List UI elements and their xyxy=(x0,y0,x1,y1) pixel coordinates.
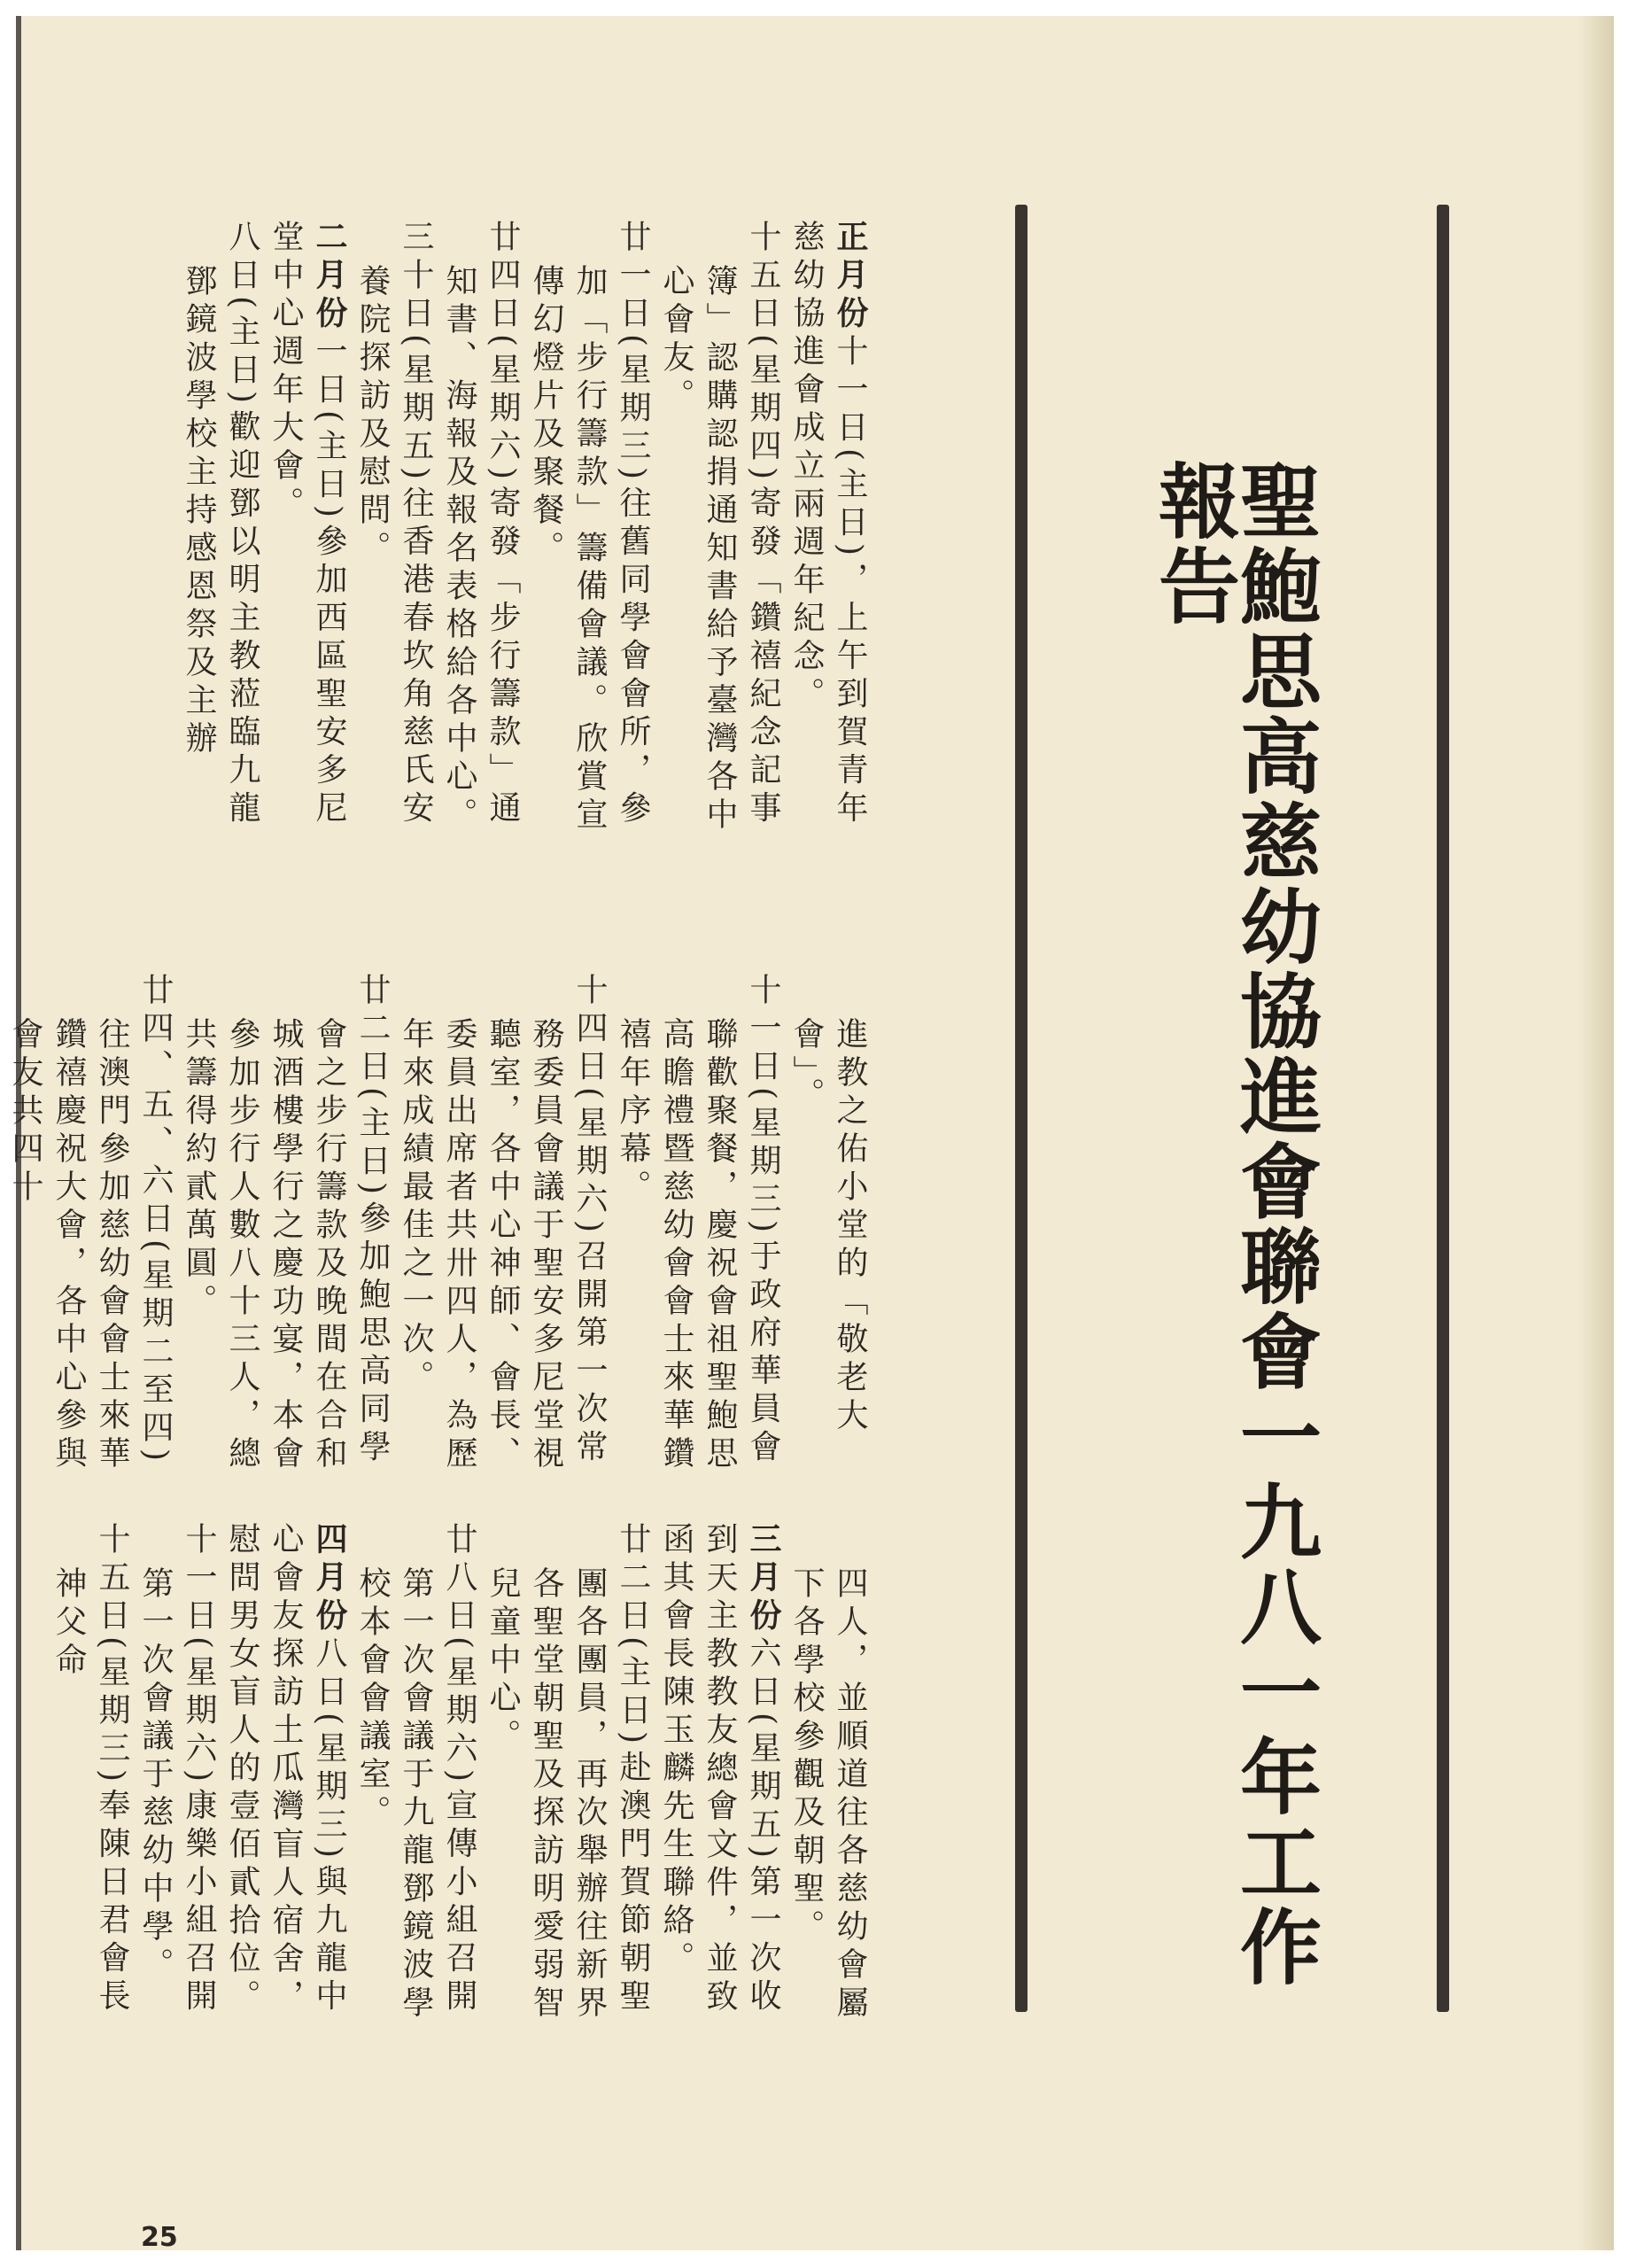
entry-jan-30: 三十日(星期五)往香港春坎角慈氏安養院探訪及慰問。 xyxy=(354,220,434,829)
page-number: 25 xyxy=(141,2222,178,2253)
entry-feb-1: 二月份一日(主日)參加西區聖安多尼堂中心週年大會。 xyxy=(268,220,347,829)
entry-feb-14: 十四日(星期六)召開第一次常務委員會議于聖安多尼堂視聽室，各中心神師、會長、委員出席者共卅四人，為歷年來成績最佳之一次。 xyxy=(398,973,608,1474)
entry-feb-24-continued: 四人，並順道往各慈幼會屬下各學校參觀及朝聖。 xyxy=(788,1566,868,2023)
entry-jan-15: 十五日(星期四)寄發「鑽禧紀念記事簿」認購認捐通知書給予臺灣各中心會友。 xyxy=(658,220,781,835)
entry-jan-24: 廿四日(星期六)寄發「步行籌款」通知書、海報及報名表格給各中心。 xyxy=(441,220,521,835)
entry-mar-28: 廿八日(星期六)宣傳小組召開第一次會議于九龍鄧鏡波學校本會會議室。 xyxy=(354,1522,477,2023)
entry-feb-8-continued: 進教之佑小堂的「敬老大會」。 xyxy=(788,1017,868,1436)
page-title: 聖鮑思高慈幼協進會聯會一九八一年工作報告 xyxy=(1145,459,1322,1990)
text-block-february-continued xyxy=(7,973,872,1487)
document-page xyxy=(7,16,1614,2253)
entry-mar-6: 三月份六日(星期五)第一次收到天主教教友總會文件，並致函其會長陳玉麟先生聯絡。 xyxy=(658,1522,781,2017)
text-block-january-february xyxy=(136,220,872,840)
entry-jan-21: 廿一日(星期三)往舊同學會會所，參加「步行籌款」籌備會議。欣賞宣傳幻燈片及聚餐。 xyxy=(528,220,651,835)
entry-apr-11: 十一日(星期六)康樂小組召開第一次會議于慈幼中學。 xyxy=(137,1522,217,2017)
entry-apr-8: 四月份八日(星期三)與九龍中心會友探訪土瓜灣盲人宿舍，慰問男女盲人的壹佰貳拾位。 xyxy=(224,1522,347,2017)
text-block-march-april xyxy=(50,1522,872,2054)
entry-feb-24-26: 廿四、五、六日(星期二至四)往澳門參加慈幼會會士來華鑽禧慶祝大會，各中心參與會友共四十 xyxy=(7,973,174,1474)
entry-feb-22: 廿二日(主日)參加鮑思高同學會之步行籌款及晚間在合和城酒樓學行之慶功宴，本會參加步行人數八十三人，總共籌得約貳萬圓。 xyxy=(181,973,391,1474)
page-edge-shadow xyxy=(1578,16,1614,2250)
entry-feb-8: 八日(主日)歡迎鄧以明主教蒞臨九龍鄧鏡波學校主持感恩祭及主辦 xyxy=(181,220,260,829)
entry-jan-11: 正月份十一日(主日)，上午到賀青年慈幼協進會成立兩週年紀念。 xyxy=(788,220,868,829)
title-rule-right xyxy=(1437,205,1449,2012)
entry-mar-22: 廿二日(主日)赴澳門賀節朝聖團各團員，再次舉辦往新界各聖堂朝聖及探訪明愛弱智兒童中心。 xyxy=(485,1522,651,2023)
entry-feb-11: 十一日(星期三)于政府華員會聯歡聚餐，慶祝會祖聖鮑思高瞻禮暨慈幼會會士來華鑽禧年序幕。 xyxy=(615,973,781,1474)
title-rule-left xyxy=(1015,205,1028,2012)
entry-apr-15: 十五日(星期三)奉陳日君會長神父命 xyxy=(50,1522,130,2017)
